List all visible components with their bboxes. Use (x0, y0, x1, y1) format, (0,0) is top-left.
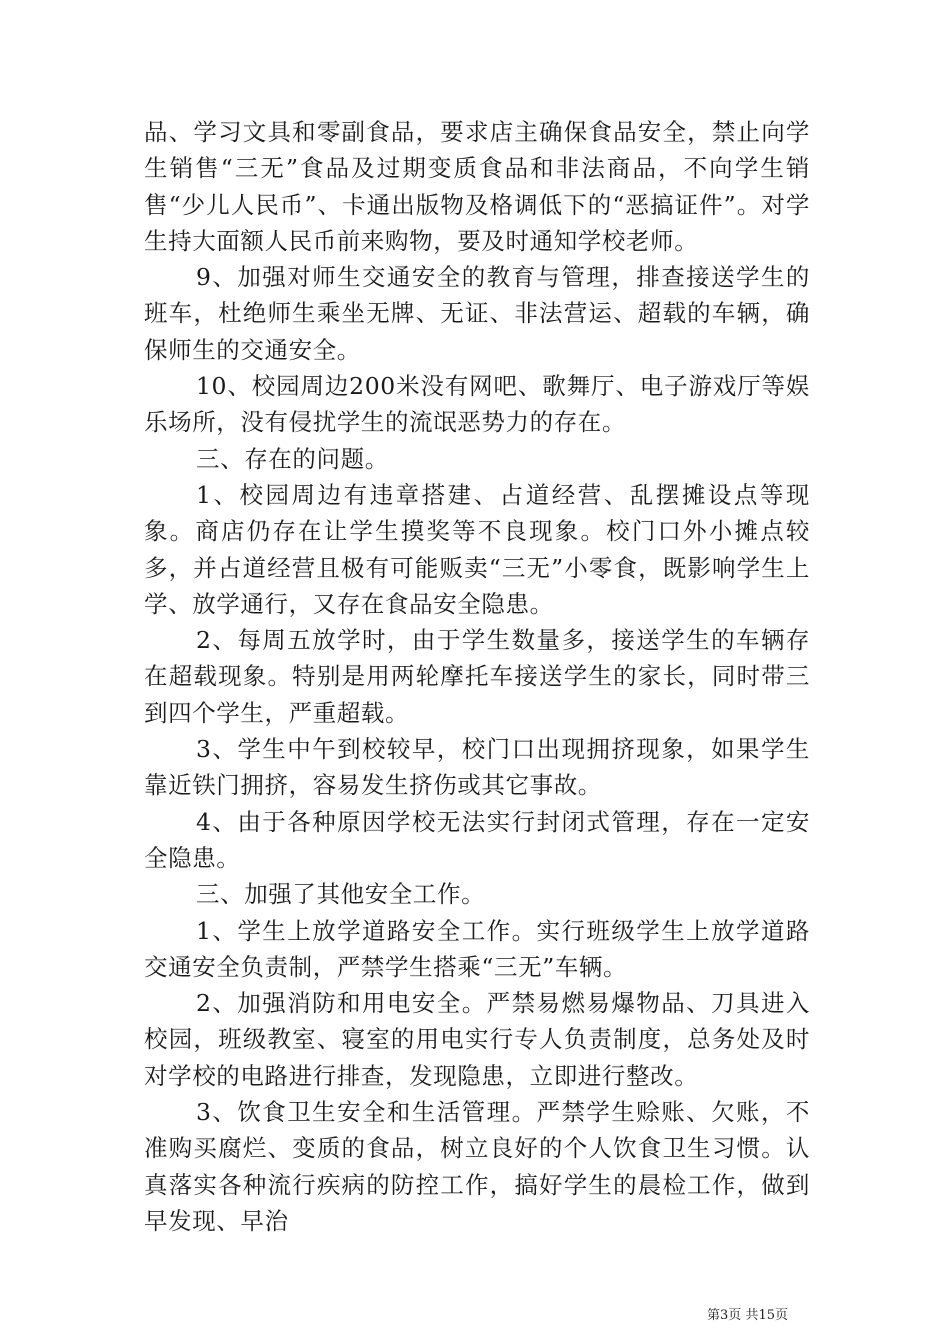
paragraph-safety-3-food-hygiene: 3、饮食卫生安全和生活管理。严禁学生赊账、欠账，不准购买腐烂、变质的食品，树立良好的个人饮食卫生习惯。认真落实各种流行疾病的防控工作，搞好学生的晨检工作，做到早发现、早治 (144, 1098, 810, 1235)
paragraph-problem-3: 3、学生中午到校较早，校门口出现拥挤现象，如果学生靠近铁门拥挤，容易发生挤伤或其它事故。 (144, 735, 810, 800)
footer-suffix: 页 (774, 1308, 788, 1323)
footer-middle: 页 共 (728, 1308, 759, 1323)
section-heading-problems: 三、存在的问题。 (196, 444, 389, 473)
section-heading-other-safety: 三、加强了其他安全工作。 (196, 880, 486, 909)
page-number-footer (707, 1304, 788, 1323)
paragraph-problem-4: 4、由于各种原因学校无法实行封闭式管理，存在一定安全隐患。 (144, 807, 810, 872)
paragraph-problem-1: 1、校园周边有违章搭建、占道经营、乱摆摊设点等现象。商店仍存在让学生摸奖等不良现象。校门口外小摊点较多，并占道经营且极有可能贩卖“三无”小零食，既影响学生上学、放学通行，又存在食品安全隐患。 (144, 480, 810, 618)
footer-prefix: 第 (707, 1308, 721, 1323)
paragraph-problem-2: 2、每周五放学时，由于学生数量多，接送学生的车辆存在超载现象。特别是用两轮摩托车接送学生的家长，同时带三到四个学生，严重超载。 (144, 626, 810, 727)
paragraph-item-10-surroundings: 10、校园周边200米没有网吧、歌舞厅、电子游戏厅等娱乐场所，没有侵扰学生的流氓恶势力的存在。 (144, 372, 810, 437)
paragraph-item-9-traffic: 9、加强对师生交通安全的教育与管理，排查接送学生的班车，杜绝师生乘坐无牌、无证、非法营运、超载的车辆，确保师生的交通安全。 (144, 263, 810, 364)
paragraph-safety-2-fire-electric: 2、加强消防和用电安全。严禁易燃易爆物品、刀具进入校园，班级教室、寝室的用电实行专人负责制度，总务处及时对学校的电路进行排查，发现隐患，立即进行整改。 (144, 989, 810, 1090)
document-body (144, 114, 810, 1239)
footer-current-page: 3 (720, 1308, 729, 1323)
footer-total-pages: 15 (758, 1308, 775, 1323)
paragraph-food-safety-continued: 品、学习文具和零副食品，要求店主确保食品安全，禁止向学生销售“三无”食品及过期变质食品和非法商品，不向学生销售“少儿人民币”、卡通出版物及格调低下的“恶搞证件”。对学生持大面额人民币前来购物，要及时通知学校老师。 (144, 118, 810, 255)
paragraph-safety-1-road: 1、学生上放学道路安全工作。实行班级学生上放学道路交通安全负责制，严禁学生搭乘“三无”车辆。 (144, 916, 810, 981)
